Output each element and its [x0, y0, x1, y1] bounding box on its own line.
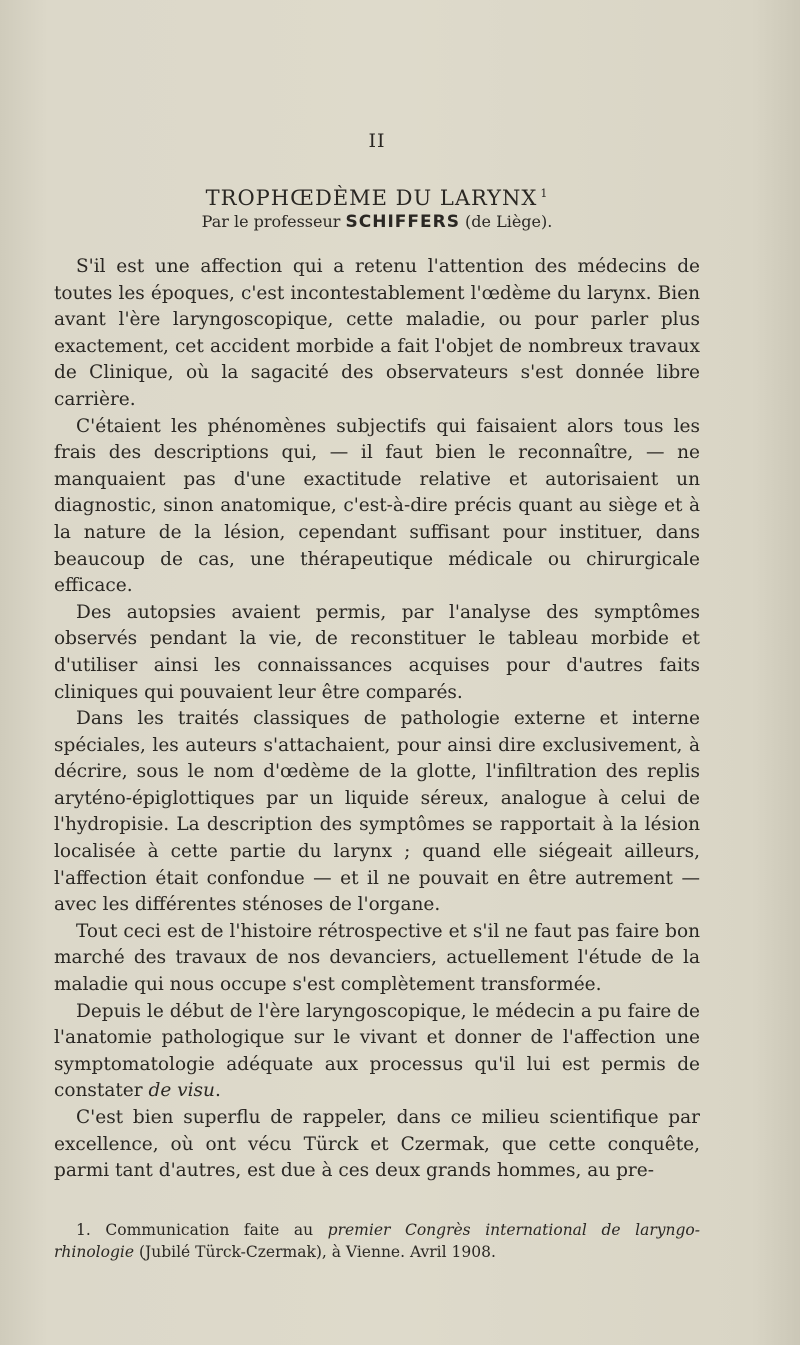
article-body	[54, 254, 700, 1185]
paragraph: C'est bien superflu de rappeler, dans ce milieu scientifique par excellence, où ont vécu Türck et Czermak, que cette conquête, parmi tant d'autres, est due à ces deux grands hommes, au pre-	[54, 1107, 700, 1182]
paragraph: Tout ceci est de l'histoire rétrospective et s'il ne faut pas faire bon marché des travaux de nos devanciers, actuellement l'étude de la maladie qui nous occupe s'est complètement transformée.	[54, 920, 700, 996]
byline-affiliation: (de Liège).	[465, 212, 553, 231]
footnote-text-end: (Jubilé Türck-Czermak), à Vienne. Avril 1908.	[138, 1242, 496, 1261]
title-text: TROPHŒDÈME DU LARYNX	[205, 186, 538, 210]
footnote-text: Communication faite au	[105, 1220, 314, 1239]
paragraph: C'étaient les phénomènes subjectifs qui faisaient alors tous les frais des descriptions qui, — il faut bien le reconnaître, — ne manquaient pas d'une exactitude relative et autorisaient un diagnostic, sinon anatomique, c'est-à-dire précis quant au siège et à la nature de la lésion, cependant suffisant pour instituer, dans beaucoup de cas, une thérapeutique médicale ou chirurgicale efficace.	[54, 415, 700, 597]
footnote	[54, 1219, 700, 1263]
author-name: SCHIFFERS	[345, 212, 460, 232]
footnote-marker[interactable]: 1	[540, 187, 549, 200]
paragraph	[54, 999, 700, 1105]
article-title	[54, 186, 700, 210]
byline-prefix: Par le professeur	[201, 212, 341, 231]
paragraph-text: Depuis le début de l'ère laryngoscopique, le médecin a pu faire de l'anatomie pathologique sur le vivant et donner de l'affection une symptomatologie adéquate aux processus qu'il lui est permis de constater	[54, 1000, 700, 1102]
footnote-number: 1.	[76, 1220, 91, 1239]
author-byline	[54, 212, 700, 232]
paragraph: Des autopsies avaient permis, par l'analyse des symptômes observés pendant la vie, de reconstituer le tableau morbide et d'utiliser ainsi les connaissances acquises pour d'autres faits cliniques qui pouvaient leur être comparés.	[54, 601, 700, 703]
paragraph: S'il est une affection qui a retenu l'attention des médecins de toutes les époques, c'est incontestablement l'œdème du larynx. Bien avant l'ère laryngoscopique, cette maladie, ou pour parler plus exactement, cet accident morbide a fait l'objet de nombreux travaux de Clinique, où la sagacité des observateurs s'est donnée libre carrière.	[54, 256, 700, 410]
congress-name: premier Congrès international de laryngo-rhinologie	[54, 1220, 700, 1261]
paragraph-text-end: .	[214, 1080, 221, 1102]
paragraph: Dans les traités classiques de pathologie externe et interne spéciales, les auteurs s'attachaient, pour ainsi dire exclusivement, à décrire, sous le nom d'œdème de la glotte, l'infiltration des replis aryténo-épiglottiques par un liquide séreux, analogue à celui de l'hydropisie. La description des symptômes se rapportait à la lésion localisée à cette partie du larynx ; quand elle siégeait ailleurs, l'affection était confondue — et il ne pouvait en être autrement — avec les différentes sténoses de l'organe.	[54, 708, 700, 916]
page-content	[54, 130, 700, 1263]
chapter-number: II	[368, 130, 386, 152]
latin-phrase: de visu	[148, 1080, 215, 1102]
